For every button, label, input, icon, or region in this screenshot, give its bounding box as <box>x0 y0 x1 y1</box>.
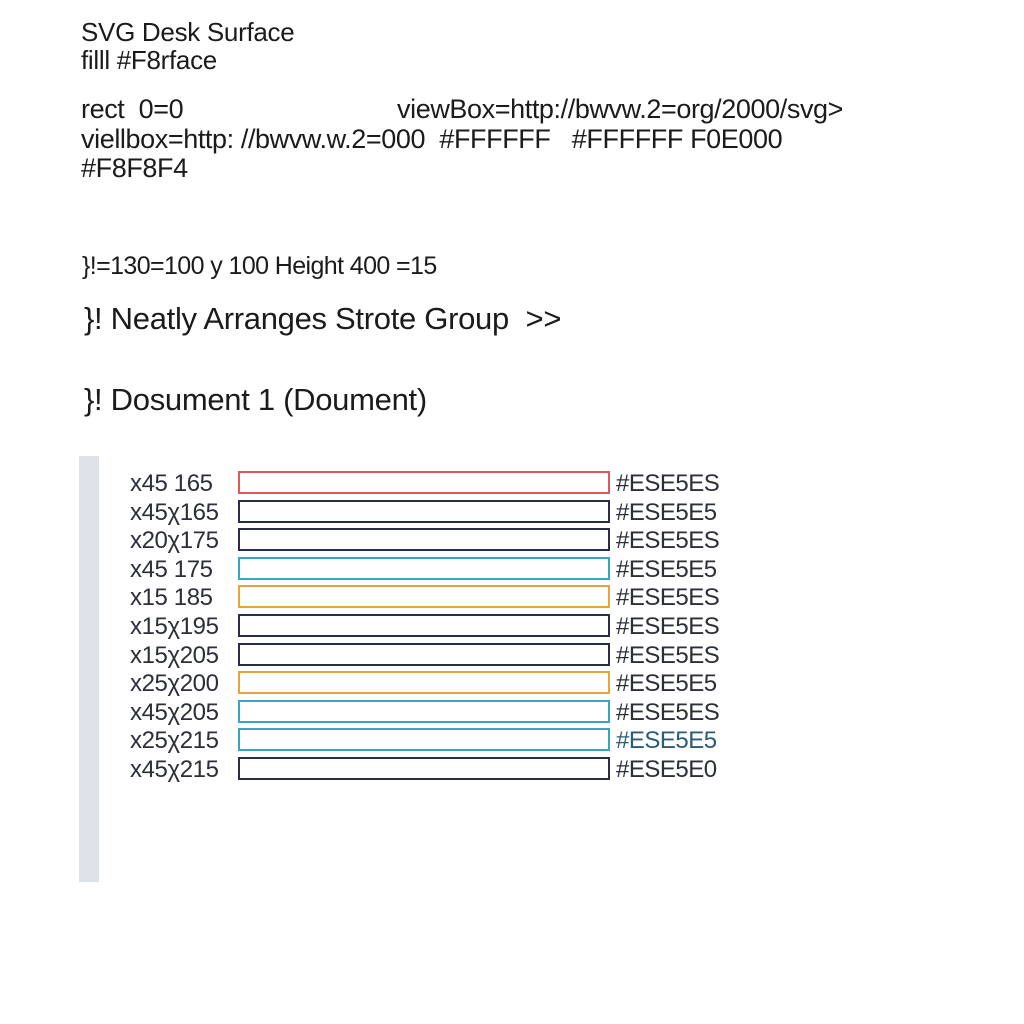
stroke-hex-value: #ESE5ES <box>616 641 720 669</box>
stroke-coord-label: x25χ200 <box>130 670 219 698</box>
rect-origin-label: rect 0=0 <box>81 94 184 124</box>
background-color-label: #F8F8F4 <box>81 153 188 183</box>
stroke-coord-label: x45χ215 <box>130 755 219 783</box>
stroke-hex-value: #ESE5E5 <box>616 555 717 583</box>
stroke-row[interactable] <box>130 497 730 526</box>
stroke-hex-value: #ESE5E0 <box>616 755 717 783</box>
stroke-group-heading[interactable]: }! Neatly Arranges Strote Group >> <box>84 301 562 336</box>
stroke-hex-value: #ESE5ES <box>616 584 720 612</box>
stroke-swatch[interactable] <box>238 700 610 723</box>
stroke-swatch[interactable] <box>238 585 610 608</box>
stroke-swatch[interactable] <box>238 528 610 551</box>
stroke-list <box>130 468 730 783</box>
stroke-swatch[interactable] <box>238 557 610 580</box>
stroke-row[interactable] <box>130 468 730 497</box>
stroke-swatch[interactable] <box>238 728 610 751</box>
stroke-coord-label: x45χ165 <box>130 498 219 526</box>
stroke-hex-value: #ESE5ES <box>616 698 720 726</box>
stroke-swatch[interactable] <box>238 614 610 637</box>
rect-attributes-label: }!=130=100 y 100 Height 400 =15 <box>82 252 437 280</box>
stroke-hex-value: #ESE5E5 <box>616 670 717 698</box>
stroke-swatch[interactable] <box>238 500 610 523</box>
desk-fill-value: filll #F8rface <box>81 45 217 75</box>
desk-surface-title: SVG Desk Surface <box>81 17 295 47</box>
stroke-swatch[interactable] <box>238 471 610 494</box>
stroke-hex-value: #ESE5ES <box>616 527 720 555</box>
stroke-coord-label: x15χ205 <box>130 641 219 669</box>
stroke-row[interactable] <box>130 640 730 669</box>
document-heading[interactable]: }! Dosument 1 (Doument) <box>84 382 427 417</box>
stroke-row[interactable] <box>130 725 730 754</box>
stroke-swatch[interactable] <box>238 757 610 780</box>
stroke-row[interactable] <box>130 525 730 554</box>
stroke-swatch[interactable] <box>238 671 610 694</box>
stroke-swatch[interactable] <box>238 643 610 666</box>
stroke-row[interactable] <box>130 582 730 611</box>
stroke-row[interactable] <box>130 554 730 583</box>
sidebar-rail[interactable] <box>79 456 99 882</box>
stroke-hex-value: #ESE5ES <box>616 612 720 640</box>
stroke-row[interactable] <box>130 611 730 640</box>
stroke-coord-label: x45 165 <box>130 470 213 497</box>
svg-viewbox-label: viewBox=http://bwvw.2=org/2000/svg> <box>397 94 844 124</box>
stroke-row[interactable] <box>130 697 730 726</box>
stroke-coord-label: x45χ205 <box>130 698 219 726</box>
stroke-coord-label: x20χ175 <box>130 527 219 555</box>
viewbox-colors-label: viellbox=http: //bwvw.w.2=000 #FFFFFF #FFFFFF F0E000 <box>81 124 783 154</box>
stroke-coord-label: x45 175 <box>130 555 213 583</box>
stroke-coord-label: x15χ195 <box>130 612 219 640</box>
stroke-hex-value: #ESE5ES <box>616 470 720 497</box>
stroke-row[interactable] <box>130 668 730 697</box>
stroke-coord-label: x15 185 <box>130 584 213 612</box>
stroke-hex-value: #ESE5E5 <box>616 727 717 755</box>
stroke-row[interactable] <box>130 754 730 783</box>
stroke-coord-label: x25χ215 <box>130 727 219 755</box>
stroke-hex-value: #ESE5E5 <box>616 498 717 526</box>
